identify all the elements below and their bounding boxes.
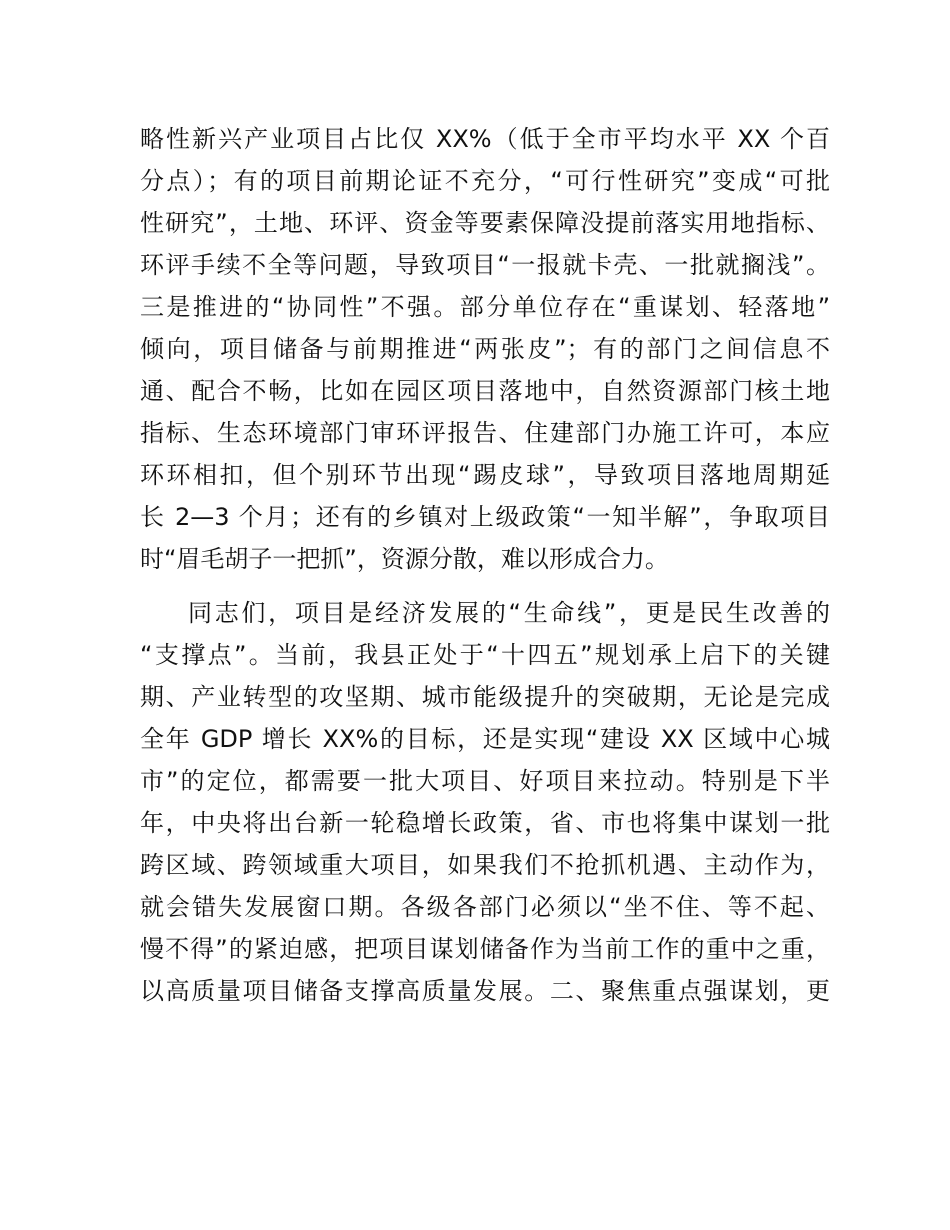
paragraph-gap (140, 580, 830, 592)
text-line: 三是推进的“协同性”不强。部分单位存在“重谋划、轻落地” (140, 293, 830, 321)
document-body (140, 118, 830, 1012)
text-line: 以高质量项目储备支撑高质量发展。二、聚焦重点强谋划，更 (140, 977, 830, 1005)
text-line: 跨区域、跨领域重大项目，如果我们不抢抓机遇、主动作为， (140, 851, 830, 879)
text-line: 期、产业转型的攻坚期、城市能级提升的突破期，无论是完成 (140, 683, 830, 711)
text-line: “支撑点”。当前，我县正处于“十四五”规划承上启下的关键 (140, 641, 830, 669)
paragraph-importance (140, 592, 830, 1012)
paragraph-problems (140, 118, 830, 580)
text-line: 全年 GDP 增长 XX%的目标，还是实现“建设 XX 区域中心城 (140, 725, 830, 753)
text-line: 慢不得”的紧迫感，把项目谋划储备作为当前工作的重中之重， (140, 935, 830, 963)
text-line: 时“眉毛胡子一把抓”，资源分散，难以形成合力。 (140, 545, 669, 573)
text-line: 市”的定位，都需要一批大项目、好项目来拉动。特别是下半 (140, 767, 830, 795)
text-line: 同志们，项目是经济发展的“生命线”，更是民生改善的 (188, 599, 830, 627)
text-line: 年，中央将出台新一轮稳增长政策，省、市也将集中谋划一批 (140, 809, 830, 837)
text-line: 长 2—3 个月；还有的乡镇对上级政策“一知半解”，争取项目 (140, 503, 830, 531)
text-line: 环环相扣，但个别环节出现“踢皮球”，导致项目落地周期延 (140, 461, 830, 489)
text-line: 通、配合不畅，比如在园区项目落地中，自然资源部门核土地 (140, 377, 830, 405)
text-line: 倾向，项目储备与前期推进“两张皮”；有的部门之间信息不 (140, 335, 830, 363)
text-line: 性研究”，土地、环评、资金等要素保障没提前落实用地指标、 (140, 209, 830, 237)
text-line: 略性新兴产业项目占比仅 XX%（低于全市平均水平 XX 个百 (140, 125, 830, 153)
text-line: 分点）；有的项目前期论证不充分，“可行性研究”变成“可批 (140, 167, 830, 195)
text-line: 环评手续不全等问题，导致项目“一报就卡壳、一批就搁浅”。 (140, 251, 830, 279)
text-line: 就会错失发展窗口期。各级各部门必须以“坐不住、等不起、 (140, 893, 830, 921)
text-line: 指标、生态环境部门审环评报告、住建部门办施工许可，本应 (140, 419, 830, 447)
